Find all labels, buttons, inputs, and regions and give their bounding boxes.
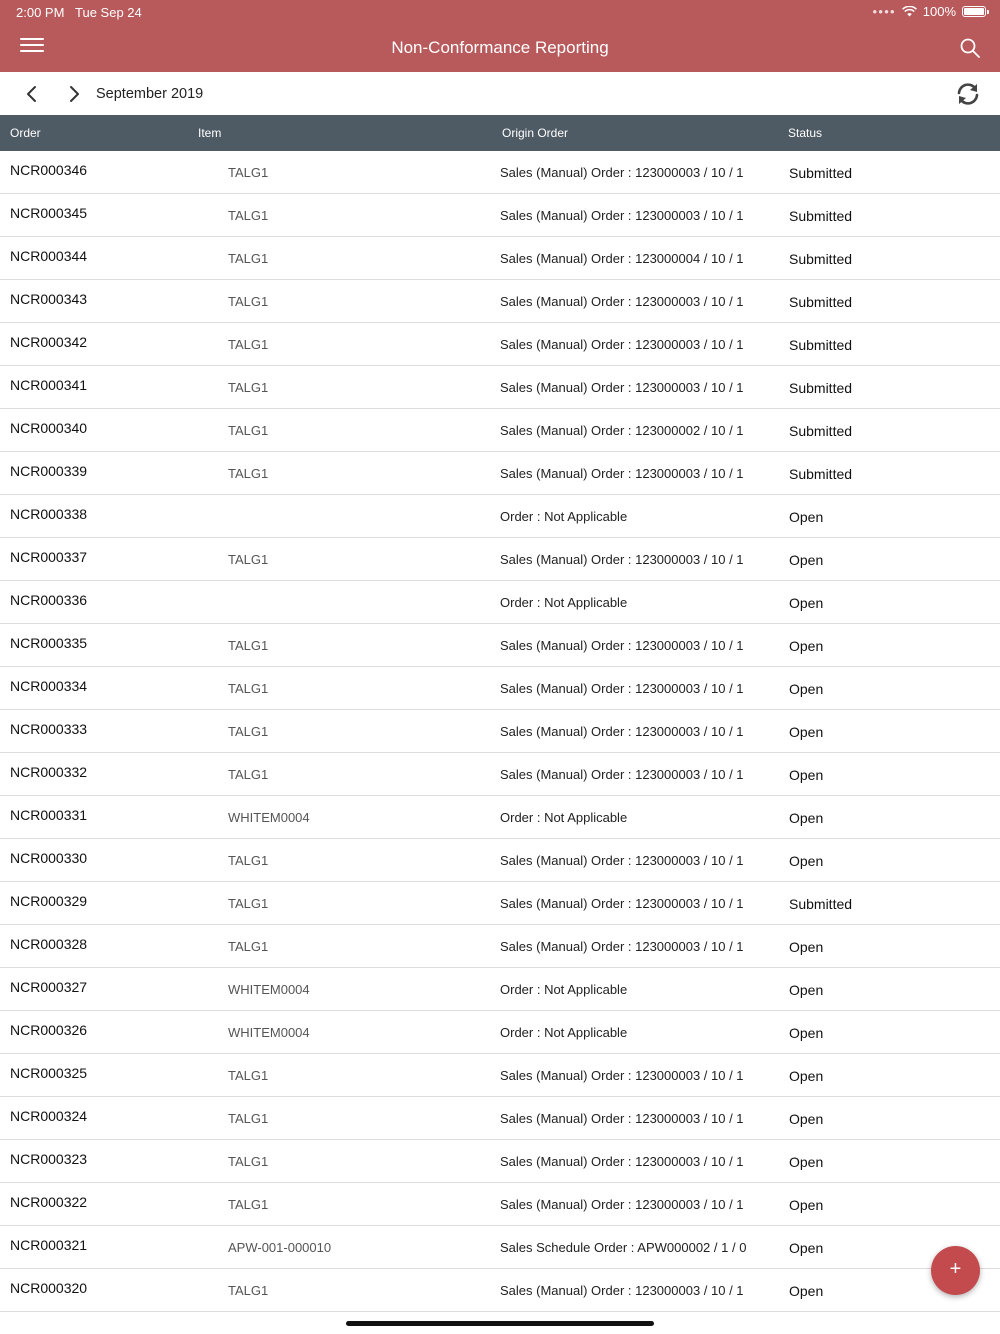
origin-order-cell: Sales (Manual) Order : 123000003 / 10 / 1 [500,1111,744,1126]
status-cell: Submitted [789,896,853,912]
status-cell: Open [789,982,824,998]
status-cell: Open [789,767,824,783]
item-cell: TALG1 [228,1111,269,1126]
table-row[interactable] [0,538,1000,581]
table-row[interactable] [0,710,1000,753]
origin-order-cell: Sales (Manual) Order : 123000003 / 10 / 1 [500,165,744,180]
item-cell: TALG1 [228,552,269,567]
item-cell: TALG1 [228,208,269,223]
table-row[interactable] [0,409,1000,452]
page-title: Non-Conformance Reporting [391,38,609,57]
origin-order-cell: Sales (Manual) Order : 123000003 / 10 / 1 [500,380,744,395]
origin-order-cell: Sales (Manual) Order : 123000003 / 10 / 1 [500,1068,744,1083]
table-row[interactable] [0,1097,1000,1140]
item-cell: TALG1 [228,294,269,309]
ncr-list [0,151,1000,1312]
item-cell: TALG1 [228,939,269,954]
status-time: 2:00 PM [16,5,65,20]
add-button[interactable]: + [931,1246,980,1295]
app-header [0,0,1000,72]
item-cell: TALG1 [228,1283,269,1298]
origin-order-cell: Sales (Manual) Order : 123000003 / 10 / 1 [500,1283,744,1298]
table-row[interactable] [0,366,1000,409]
table-row[interactable] [0,796,1000,839]
origin-order-cell: Sales (Manual) Order : 123000003 / 10 / 1 [500,208,744,223]
status-cell: Open [789,939,824,955]
item-cell: TALG1 [228,681,269,696]
status-cell: Open [789,595,824,611]
column-header-order[interactable]: Order [10,126,41,140]
battery-icon [962,6,986,17]
order-cell: NCR000334 [10,678,88,694]
refresh-icon[interactable] [954,81,982,107]
wifi-icon [902,6,917,17]
order-cell: NCR000345 [10,205,88,221]
origin-order-cell: Sales (Manual) Order : 123000003 / 10 / 1 [500,552,744,567]
chevron-right-icon[interactable] [62,82,86,106]
origin-order-cell: Order : Not Applicable [500,595,628,610]
search-icon[interactable] [958,36,982,60]
item-cell: TALG1 [228,1154,269,1169]
origin-order-cell: Order : Not Applicable [500,810,628,825]
home-indicator [346,1321,654,1326]
status-cell: Open [789,1240,824,1256]
origin-order-cell: Sales (Manual) Order : 123000003 / 10 / 1 [500,1154,744,1169]
status-cell: Open [789,681,824,697]
item-cell: WHITEM0004 [228,1025,310,1040]
order-cell: NCR000332 [10,764,88,780]
status-cell: Open [789,1068,824,1084]
origin-order-cell: Sales (Manual) Order : 123000003 / 10 / 1 [500,638,744,653]
order-cell: NCR000333 [10,721,88,737]
order-cell: NCR000322 [10,1194,88,1210]
table-row[interactable] [0,280,1000,323]
order-cell: NCR000321 [10,1237,88,1253]
table-row[interactable] [0,1054,1000,1097]
order-cell: NCR000328 [10,936,88,952]
table-row[interactable] [0,452,1000,495]
order-cell: NCR000323 [10,1151,88,1167]
origin-order-cell: Sales (Manual) Order : 123000003 / 10 / 1 [500,724,744,739]
status-cell: Open [789,810,824,826]
item-cell: WHITEM0004 [228,982,310,997]
table-row[interactable] [0,323,1000,366]
order-cell: NCR000331 [10,807,88,823]
status-cell: Submitted [789,208,853,224]
status-cell: Submitted [789,294,853,310]
status-cell: Submitted [789,423,853,439]
origin-order-cell: Sales (Manual) Order : 123000003 / 10 / 1 [500,337,744,352]
item-cell: TALG1 [228,853,269,868]
order-cell: NCR000343 [10,291,88,307]
order-cell: NCR000320 [10,1280,88,1296]
table-row[interactable] [0,624,1000,667]
origin-order-cell: Order : Not Applicable [500,1025,628,1040]
status-cell: Open [789,724,824,740]
item-cell: TALG1 [228,638,269,653]
order-cell: NCR000339 [10,463,88,479]
table-row[interactable] [0,753,1000,796]
status-cell: Open [789,1111,824,1127]
month-label: September 2019 [96,86,204,102]
table-row[interactable] [0,1183,1000,1226]
status-bar-time [16,5,142,20]
chevron-left-icon[interactable] [20,82,44,106]
column-header-item[interactable]: Item [198,126,222,140]
origin-order-cell: Sales (Manual) Order : 123000003 / 10 / 1 [500,1197,744,1212]
item-cell: TALG1 [228,896,269,911]
item-cell: TALG1 [228,423,269,438]
origin-order-cell: Sales (Manual) Order : 123000003 / 10 / 1 [500,294,744,309]
order-cell: NCR000342 [10,334,88,350]
order-cell: NCR000344 [10,248,88,264]
item-cell: APW-001-000010 [228,1240,332,1255]
item-cell: TALG1 [228,1197,269,1212]
table-row[interactable] [0,1011,1000,1054]
item-cell: TALG1 [228,165,269,180]
table-row[interactable] [0,151,1000,194]
month-navigation-bar [0,72,1000,115]
status-cell: Submitted [789,380,853,396]
order-cell: NCR000337 [10,549,88,565]
origin-order-cell: Sales (Manual) Order : 123000004 / 10 / 1 [500,251,744,266]
item-cell: TALG1 [228,337,269,352]
status-date: Tue Sep 24 [75,5,142,20]
status-cell: Open [789,1154,824,1170]
column-header-origin-order[interactable]: Origin Order [502,126,569,140]
status-bar-right [872,4,986,19]
table-row[interactable] [0,1226,1000,1269]
status-cell: Submitted [789,251,853,267]
item-cell: WHITEM0004 [228,810,310,825]
status-cell: Submitted [789,337,853,353]
table-row[interactable] [0,925,1000,968]
table-row[interactable] [0,581,1000,624]
item-cell: TALG1 [228,380,269,395]
status-cell: Submitted [789,165,853,181]
item-cell: TALG1 [228,251,269,266]
status-cell: Open [789,853,824,869]
status-cell: Open [789,1197,824,1213]
table-row[interactable] [0,882,1000,925]
origin-order-cell: Order : Not Applicable [500,509,628,524]
table-row[interactable] [0,1140,1000,1183]
origin-order-cell: Sales (Manual) Order : 123000002 / 10 / 1 [500,423,744,438]
origin-order-cell: Sales Schedule Order : APW000002 / 1 / 0 [500,1240,747,1255]
table-row[interactable] [0,968,1000,1011]
origin-order-cell: Sales (Manual) Order : 123000003 / 10 / 1 [500,853,744,868]
origin-order-cell: Sales (Manual) Order : 123000003 / 10 / 1 [500,466,744,481]
order-cell: NCR000330 [10,850,88,866]
order-cell: NCR000324 [10,1108,88,1124]
order-cell: NCR000346 [10,162,88,178]
status-cell: Open [789,1025,824,1041]
origin-order-cell: Sales (Manual) Order : 123000003 / 10 / 1 [500,896,744,911]
table-header [0,115,1000,151]
signal-icon: ●●●● [872,7,896,16]
status-cell: Open [789,552,824,568]
order-cell: NCR000335 [10,635,88,651]
column-header-status[interactable]: Status [788,126,823,140]
order-cell: NCR000325 [10,1065,88,1081]
item-cell: TALG1 [228,466,269,481]
order-cell: NCR000338 [10,506,88,522]
origin-order-cell: Sales (Manual) Order : 123000003 / 10 / 1 [500,767,744,782]
battery-percent: 100% [922,4,956,19]
origin-order-cell: Order : Not Applicable [500,982,628,997]
order-cell: NCR000341 [10,377,88,393]
status-cell: Submitted [789,466,853,482]
item-cell: TALG1 [228,767,269,782]
origin-order-cell: Sales (Manual) Order : 123000003 / 10 / 1 [500,681,744,696]
order-cell: NCR000340 [10,420,88,436]
table-row[interactable] [0,495,1000,538]
order-cell: NCR000329 [10,893,88,909]
table-row[interactable] [0,839,1000,882]
origin-order-cell: Sales (Manual) Order : 123000003 / 10 / 1 [500,939,744,954]
status-cell: Open [789,638,824,654]
table-row[interactable] [0,1269,1000,1312]
order-cell: NCR000327 [10,979,88,995]
table-row[interactable] [0,194,1000,237]
order-cell: NCR000326 [10,1022,88,1038]
table-row[interactable] [0,667,1000,710]
status-cell: Open [789,509,824,525]
status-cell: Open [789,1283,824,1299]
table-row[interactable] [0,237,1000,280]
item-cell: TALG1 [228,724,269,739]
item-cell: TALG1 [228,1068,269,1083]
order-cell: NCR000336 [10,592,88,608]
